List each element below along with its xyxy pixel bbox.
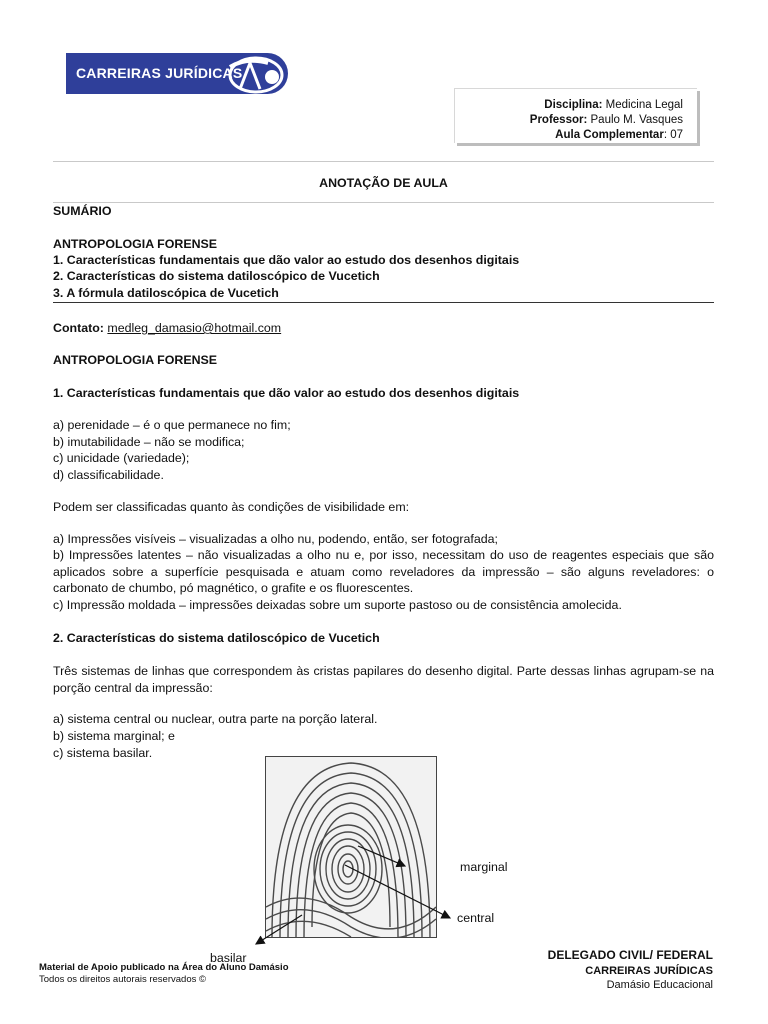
list-item: b) imutabilidade – não se modifica; [53, 435, 245, 449]
sumario-divider [53, 302, 714, 303]
visibility-item-a: a) Impressões visíveis – visualizadas a olho nu, podendo, então, ser fotografada; [53, 532, 498, 546]
footer-company: Damásio Educacional [606, 979, 713, 991]
list-item: d) classificabilidade. [53, 468, 164, 482]
disciplina-value: Medicina Legal [602, 99, 683, 111]
section-topic: ANTROPOLOGIA FORENSE [53, 353, 218, 367]
professor-value: Paulo M. Vasques [587, 114, 683, 126]
footer-material [39, 962, 289, 986]
list-item: a) perenidade – é o que permanece no fim; [53, 418, 291, 432]
figure-label-marginal: marginal [460, 860, 508, 874]
list-item: a) sistema central ou nuclear, outra parte na porção lateral. [53, 712, 378, 726]
footer-rights-line: Todos os direitos autorais reservados © [39, 974, 206, 985]
aula-label: Aula Complementar [555, 129, 664, 141]
list-item: c) unicidade (variedade); [53, 451, 190, 465]
sumario-heading: SUMÁRIO [53, 204, 112, 218]
list-item: c) sistema basilar. [53, 746, 153, 760]
sumario-item: 1. Características fundamentais que dão valor ao estudo dos desenhos digitais [53, 253, 520, 267]
professor-row [530, 113, 683, 128]
contact-email-link[interactable]: medleg_damasio@hotmail.com [107, 321, 282, 335]
logo-text: CARREIRAS JURÍDICAS [76, 65, 243, 81]
section2-intro: Três sistemas de linhas que correspondem às cristas papilares do desenho digital. Parte dessas linhas agrupam-se na porção central da impressão: [53, 664, 714, 695]
visibility-intro: Podem ser classificadas quanto às condições de visibilidade em: [53, 500, 410, 514]
footer-material-line: Material de Apoio publicado na Área do Aluno Damásio [39, 962, 289, 973]
list-item: b) sistema marginal; e [53, 729, 175, 743]
page-title: ANOTAÇÃO DE AULA [319, 176, 448, 190]
aula-value: : 07 [663, 129, 683, 141]
company-logo [66, 53, 288, 94]
footer-brand: CARREIRAS JURÍDICAS [585, 965, 713, 977]
section1-heading: 1. Características fundamentais que dão valor ao estudo dos desenhos digitais [53, 386, 520, 400]
section2-heading: 2. Características do sistema datiloscópico de Vucetich [53, 631, 380, 645]
figure-arrows [250, 830, 460, 950]
visibility-item-c: c) Impressão moldada – impressões deixadas sobre um suporte pastoso ou de consistência amolecida. [53, 598, 622, 612]
title-divider [53, 202, 714, 203]
figure-label-basilar: basilar [210, 951, 247, 965]
disciplina-row [530, 98, 683, 113]
sumario-topic: ANTROPOLOGIA FORENSE [53, 237, 218, 251]
figure-label-central: central [457, 911, 495, 925]
disciplina-label: Disciplina: [544, 99, 603, 111]
footer-course: DELEGADO CIVIL/ FEDERAL [547, 948, 713, 962]
logo-emblem-icon [216, 53, 288, 94]
course-info-box [454, 88, 697, 143]
header-divider [53, 161, 714, 162]
sumario-item: 2. Características do sistema datiloscópico de Vucetich [53, 269, 380, 283]
visibility-item-b: b) Impressões latentes – não visualizadas a olho nu e, por isso, necessitam do uso de reagentes especiais que são aplicados sobre a superfície pesquisada e atuam como reveladores da impressão – são alguns reveladores: o carbonato de chumbo, pó magnético, o grafite e os fluorescentes. [53, 548, 714, 595]
sumario-item: 3. A fórmula datiloscópica de Vucetich [53, 286, 279, 300]
contact-label: Contato: [53, 321, 104, 335]
professor-label: Professor: [529, 114, 588, 126]
contact-line [53, 320, 281, 337]
aula-row [530, 128, 683, 143]
